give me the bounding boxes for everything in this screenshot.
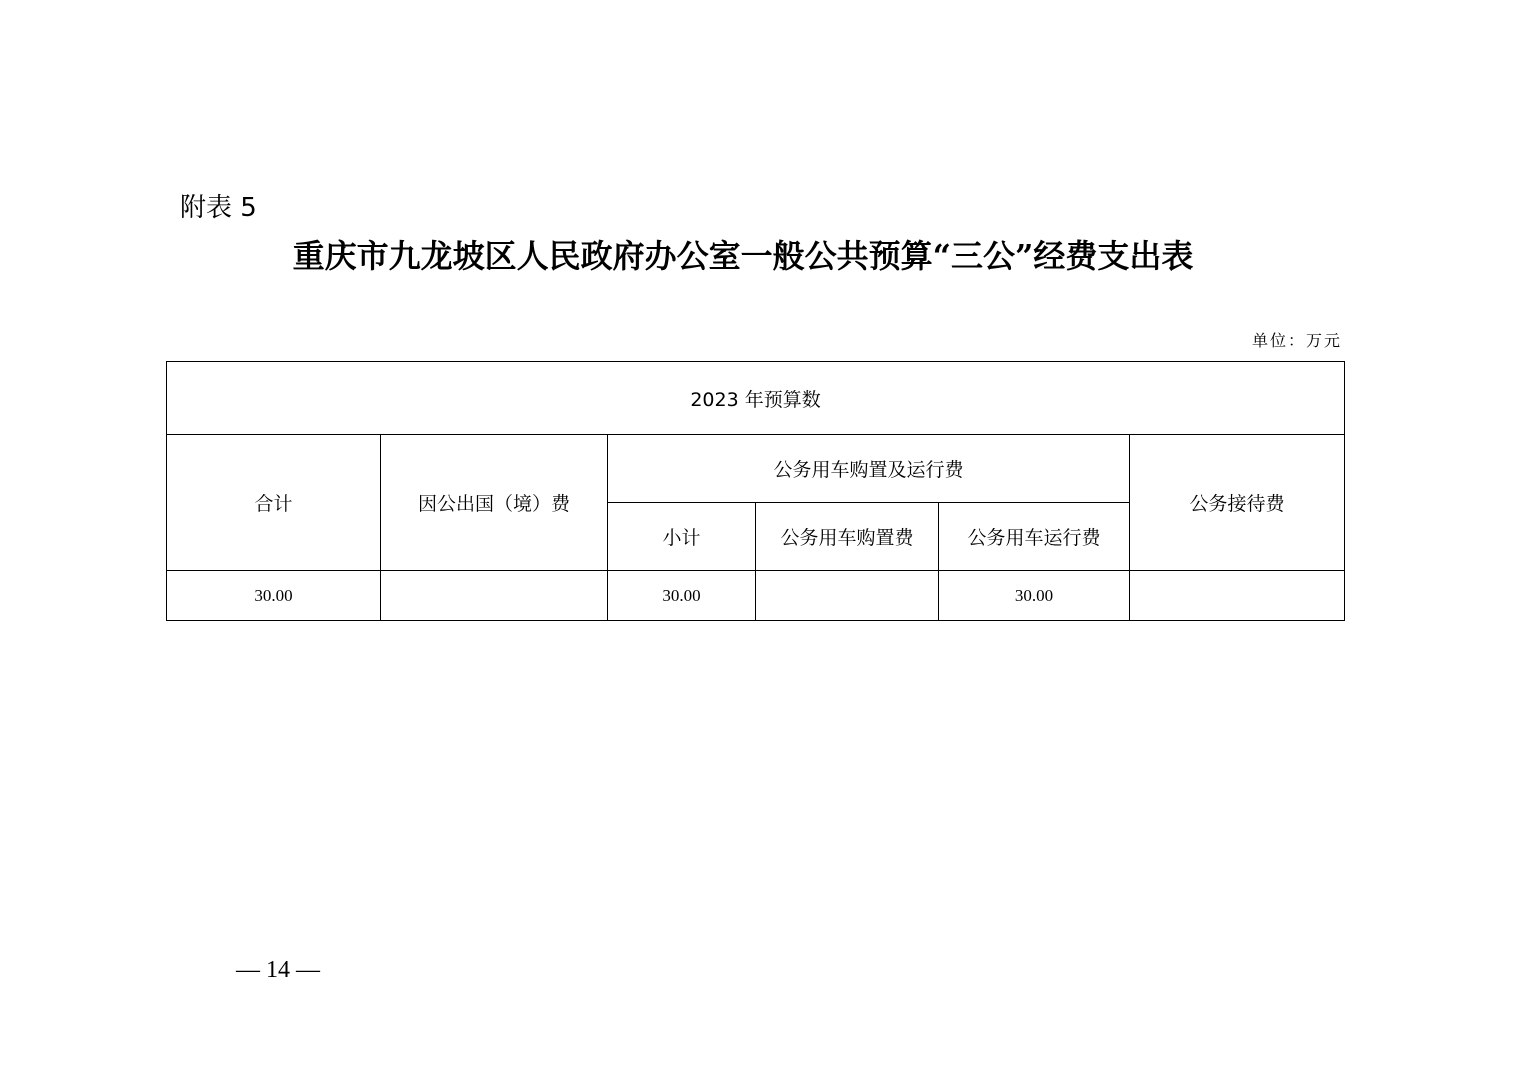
- value-total: 30.00: [167, 571, 381, 621]
- header-vehicle-purchase: 公务用车购置费: [756, 503, 939, 571]
- header-vehicle-group: 公务用车购置及运行费: [608, 435, 1130, 503]
- table-row: [167, 571, 1345, 621]
- year-header-cell: 2023 年预算数: [167, 362, 1345, 435]
- budget-table: [166, 361, 1345, 621]
- year-header-row: [167, 362, 1345, 435]
- value-vehicle-purchase: [756, 571, 939, 621]
- unit-label: 单位：万元: [1251, 331, 1342, 350]
- value-vehicle-operation: 30.00: [939, 571, 1130, 621]
- header-reception: 公务接待费: [1130, 435, 1345, 571]
- header-overseas: 因公出国（境）费: [381, 435, 608, 571]
- value-overseas: [381, 571, 608, 621]
- document-title: 重庆市九龙坡区人民政府办公室一般公共预算“三公”经费支出表: [292, 237, 1194, 275]
- header-vehicle-operation: 公务用车运行费: [939, 503, 1130, 571]
- page-number: — 14 —: [236, 957, 320, 983]
- value-vehicle-subtotal: 30.00: [608, 571, 756, 621]
- header-total: 合计: [167, 435, 381, 571]
- header-vehicle-subtotal: 小计: [608, 503, 756, 571]
- column-header-row: [167, 435, 1345, 503]
- value-reception: [1130, 571, 1345, 621]
- attachment-label: 附表 5: [180, 193, 257, 223]
